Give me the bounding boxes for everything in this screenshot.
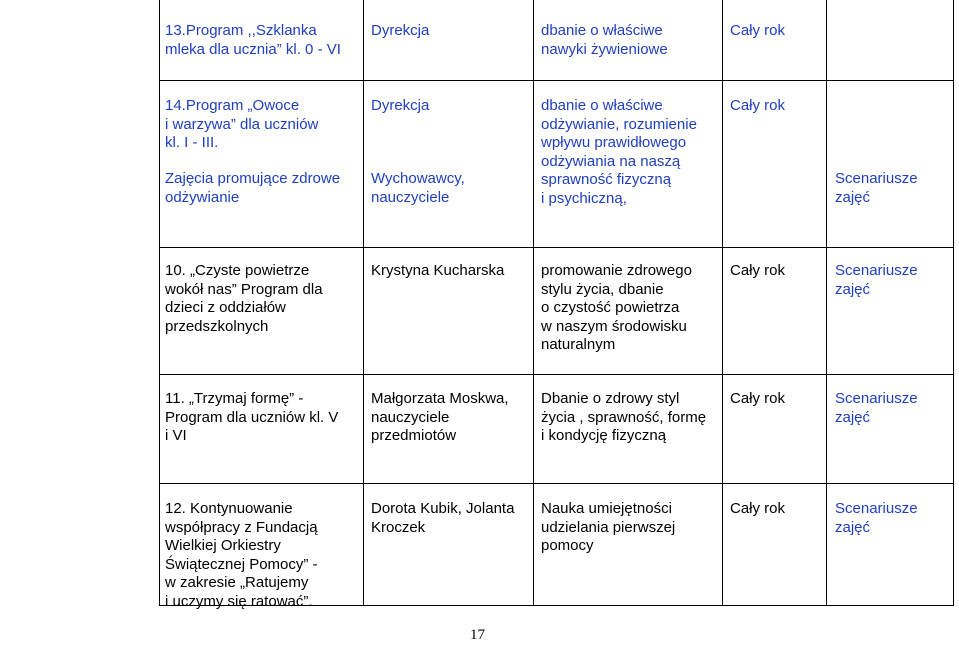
table-cell-form: Scenariusze zajęć [835,390,918,426]
table-cell-responsible: Małgorzata Moskwa, nauczyciele przedmiotów [371,390,509,444]
row-divider [159,374,954,375]
table-cell-term: Cały rok [730,390,786,407]
table-cell-program: 11. „Trzymaj formę” - Program dla uczniów kl. V i VI [165,390,339,444]
table-cell-term: Cały rok [730,22,786,39]
table-border-right [953,0,954,605]
row-divider [159,247,954,248]
table-cell-goal: dbanie o właściwe odżywianie, rozumienie wpływu prawidłowego odżywiania na naszą sprawność fizyczną i psychiczną, [541,97,697,207]
table-cell-program: 10. „Czyste powietrze wokół nas” Program dla dzieci z oddziałów przedszkolnych [165,262,323,335]
table-cell-responsible-extra: Wychowawcy, nauczyciele [371,170,465,206]
table-cell-goal: dbanie o właściwe nawyki żywieniowe [541,22,668,58]
table-cell-program: 13.Program ,,Szklanka mleka dla ucznia” kl. 0 - VI [165,22,341,58]
table-cell-responsible: Dyrekcja [371,22,430,39]
table-cell-responsible: Dyrekcja [371,97,430,114]
column-divider [363,0,364,605]
table-cell-term: Cały rok [730,262,786,279]
page-number: 17 [470,627,485,643]
table-cell-term: Cały rok [730,97,786,114]
table-cell-goal: Dbanie o zdrowy styl życia , sprawność, formę i kondycję fizyczną [541,390,707,444]
table-border-left [159,0,160,605]
column-divider [826,0,827,605]
table-cell-goal: Nauka umiejętności udzielania pierwszej pomocy [541,500,676,554]
table-cell-form: Scenariusze zajęć [835,170,918,206]
table-cell-form: Scenariusze zajęć [835,500,918,536]
table-cell-program: 12. Kontynuowanie współpracy z Fundacją Wielkiej Orkiestry Świątecznej Pomocy” - w zakresie „Ratujemy i uczymy się ratować”. [165,500,318,610]
table-cell-form: Scenariusze zajęć [835,262,918,298]
table-cell-goal: promowanie zdrowego stylu życia, dbanie o czystość powietrza w naszym środowisku naturalnym [541,262,692,353]
table-cell-program-extra: Zajęcia promujące zdrowe odżywianie [165,170,341,206]
table-cell-responsible: Dorota Kubik, Jolanta Kroczek [371,500,515,536]
column-divider [533,0,534,605]
row-divider [159,80,954,81]
table-cell-term: Cały rok [730,500,786,517]
row-divider [159,483,954,484]
column-divider [722,0,723,605]
table-cell-responsible: Krystyna Kucharska [371,262,505,279]
table-cell-program: 14.Program „Owoce i warzywa” dla uczniów kl. I - III. [165,97,319,151]
